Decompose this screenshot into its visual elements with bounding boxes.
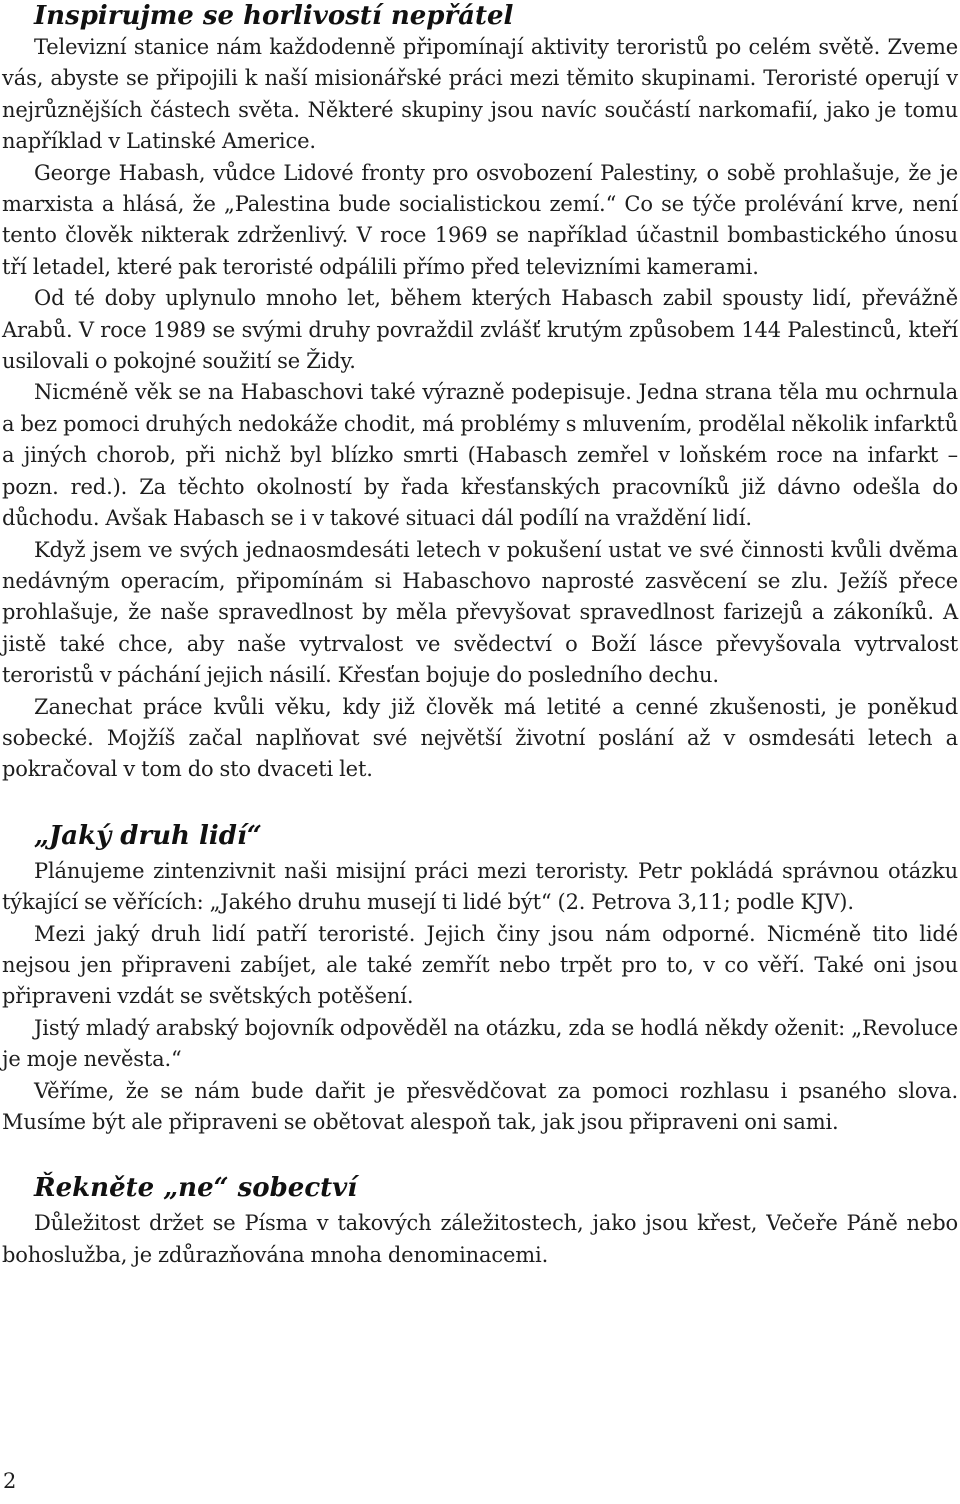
page-number: 2 [3, 1469, 17, 1493]
paragraph: George Habash, vůdce Lidové fronty pro osvobození Palestiny, o sobě prohlašuje, že je marxista a hlásá, že „Palestina bude socialistickou zemí.“ Co se týče prolévání krve, není tento člověk nikterak zdrženlivý. V roce 1969 se například účastnil bombastického únosu tří letadel, které pak teroristé odpálili přímo před televizními kamerami. [2, 160, 958, 279]
paragraph: Jistý mladý arabský bojovník odpověděl na otázku, zda se hodlá někdy oženit: „Revoluce je moje nevěsta.“ [2, 1015, 958, 1072]
section-heading: Inspirujme se horlivostí nepřátel [34, 1, 514, 31]
paragraph: Mezi jaký druh lidí patří teroristé. Jejich činy jsou nám odporné. Nicméně tito lidé nejsou jen připraveni zabíjet, ale také zemřít nebo trpět pro to, v co věří. Také oni jsou připraveni vzdát se světských potěšení. [2, 921, 958, 1009]
paragraph: Televizní stanice nám každodenně připomínají aktivity teroristů po celém světě. Zveme vás, abyste se připojili k naší misionářské práci mezi těmito skupinami. Teroristé operují v nejrůznějších částech světa. Některé skupiny jsou navíc součástí narkomafií, jako je tomu například v Latinské Americe. [2, 35, 958, 154]
paragraph: Plánujeme zintenzivnit naši misijní práci mezi teroristy. Petr pokládá správnou otázku týkající se věřících: „Jakého druhu musejí ti lidé být“ (2. Petrova 3,11; podle KJV). [2, 858, 958, 915]
section-reknete-ne-sobectvi [2, 1168, 958, 1271]
section-heading: Řekněte „ne“ sobectví [34, 1173, 358, 1204]
paragraph: Když jsem ve svých jednaosmdesáti letech v pokušení ustat ve své činnosti kvůli dvěma nedávným operacím, připomínám si Habaschovo naprosté zasvěcení se zlu. Ježíš přece prohlašuje, že naše spravedlnost by měla převyšovat spravedlnost farizejů a zákoníků. A jistě také chce, aby naše vytrvalost ve svědectví o Boží lásce převyšovala vytrvalost teroristů v páchání jejich násilí. Křesťan bojuje do posledního dechu. [2, 537, 958, 688]
paragraph: Od té doby uplynulo mnoho let, během kterých Habasch zabil spousty lidí, převážně Arabů. V roce 1989 se svými druhy povraždil zvlášť krutým způsobem 144 Palestinců, kteří usilovali o pokojné soužití se Židy. [2, 286, 958, 374]
section-heading: „Jaký druh lidí“ [34, 820, 262, 851]
paragraph: Nicméně věk se na Habaschovi také výrazně podepisuje. Jedna strana těla mu ochrnula a bez pomoci druhých nedokáže chodit, má problémy s mluvením, prodělal několik infarktů a jiných chorob, při nichž byl blízko smrti (Habasch zemřel v loňském roce na infarkt – pozn. red.). Za těchto okolností by řada křesťanských pracovníků již dávno odešla do důchodu. Avšak Habasch se i v takové situaci dál podílí na vraždění lidí. [2, 380, 958, 531]
document-page [2, 0, 958, 1271]
paragraph: Věříme, že se nám bude dařit je přesvědčovat za pomoci rozhlasu i psaného slova. Musíme být ale připraveni se obětovat alespoň tak, jak jsou připraveni oni sami. [2, 1078, 958, 1134]
section-inspirujme [2, 0, 958, 786]
paragraph: Zanechat práce kvůli věku, kdy již člověk má letité a cenné zkušenosti, je poněkud sobecké. Mojžíš začal naplňovat své největší životní poslání až v osmdesáti letech a pokračoval v tom do sto dvaceti let. [2, 694, 958, 782]
section-jaky-druh-lidi [2, 816, 958, 1139]
paragraph: Důležitost držet se Písma v takových záležitostech, jako jsou křest, Večeře Páně nebo bohoslužba, je zdůrazňována mnoha denominacemi. [2, 1211, 958, 1267]
